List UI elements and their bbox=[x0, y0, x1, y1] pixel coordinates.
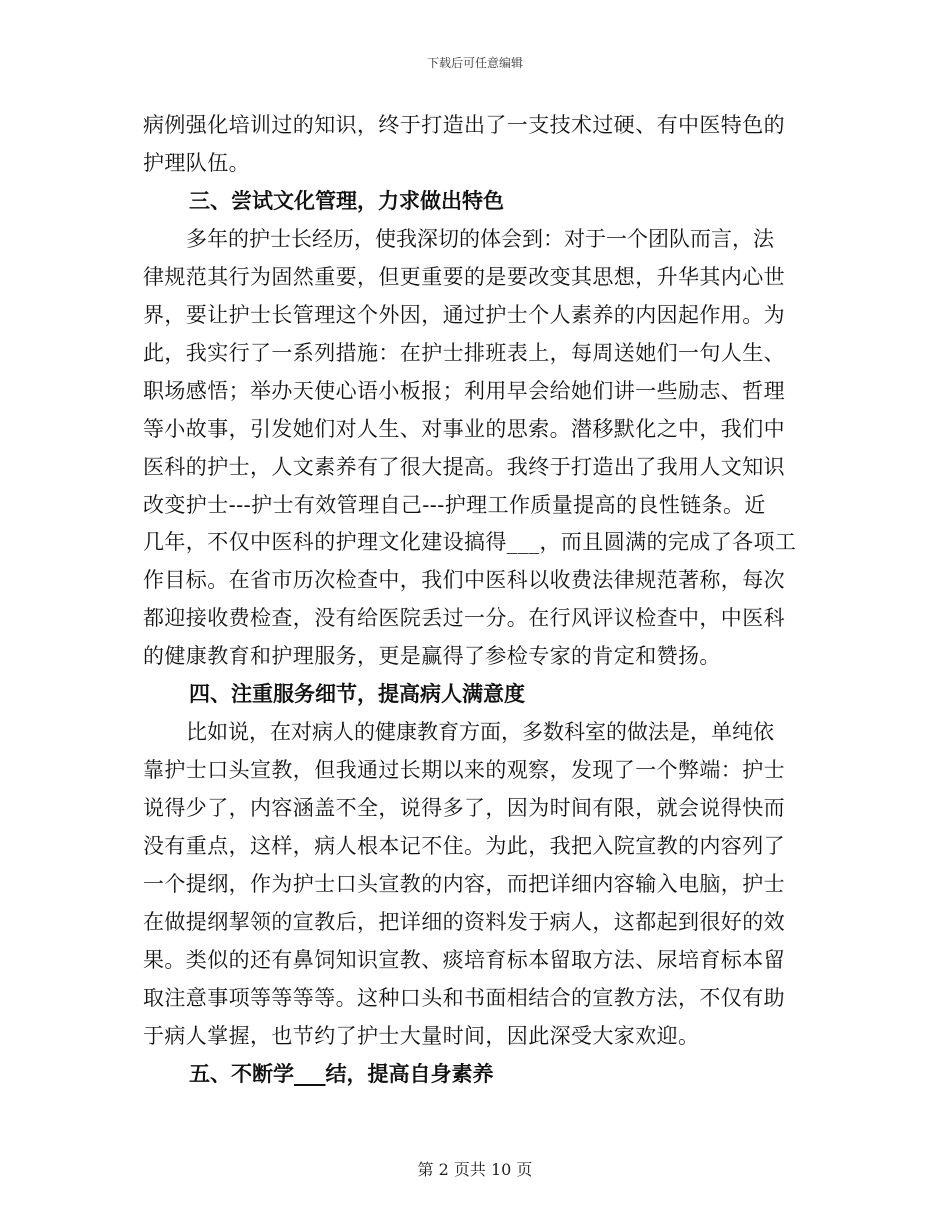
text-line: 几年，不仅中医科的护理文化建设搞得___，而且圆满的完成了各项工 bbox=[143, 530, 797, 555]
text-line: 多年的护士长经历，使我深切的体会到：对于一个团队而言，法 bbox=[186, 226, 774, 251]
text-line: 比如说，在对病人的健康教育方面，多数科室的做法是，单纯依 bbox=[186, 720, 774, 745]
text-line: 的健康教育和护理服务，更是赢得了参检专家的肯定和赞扬。 bbox=[143, 644, 721, 669]
text-line: 等小故事，引发她们对人生、对事业的思索。潜移默化之中，我们中 bbox=[143, 416, 785, 441]
text-line: 于病人掌握，也节约了护士大量时间，因此深受大家欢迎。 bbox=[143, 1023, 700, 1048]
text-line: 律规范其行为固然重要，但更重要的是要改变其思想，升华其内心世 bbox=[143, 264, 785, 289]
text-line: 在做提纲挈领的宣教后，把详细的资料发于病人，这都起到很好的效 bbox=[143, 909, 785, 934]
text-line: 都迎接收费检查，没有给医院丢过一分。在行风评议检查中，中医科 bbox=[143, 606, 785, 631]
section-heading: 四、注重服务细节，提高病人满意度 bbox=[189, 681, 525, 707]
page-footer: 第 2 页共 10 页 bbox=[417, 1160, 533, 1179]
page-header: 下载后可任意编辑 bbox=[426, 56, 523, 70]
section-heading: 五、不断学___结，提高自身素养 bbox=[189, 1060, 494, 1086]
text-line: 没有重点，这样，病人根本记不住。为此，我把入院宣教的内容列了 bbox=[143, 834, 785, 859]
text-line: 说得少了，内容涵盖不全，说得多了，因为时间有限，就会说得快而 bbox=[143, 796, 785, 821]
text-line: 靠护士口头宣教，但我通过长期以来的观察，发现了一个弊端：护士 bbox=[143, 758, 785, 783]
text-line: 改变护士---护士有效管理自己---护理工作质量提高的良性链条。近 bbox=[143, 492, 766, 517]
text-line: 果。类似的还有鼻饲知识宣教、痰培育标本留取方法、尿培育标本留 bbox=[143, 947, 785, 972]
text-line: 作目标。在省市历次检查中，我们中医科以收费法律规范著称，每次 bbox=[143, 568, 785, 593]
text-line: 一个提纲，作为护士口头宣教的内容，而把详细内容输入电脑，护士 bbox=[143, 872, 785, 896]
text-line: 界，要让护士长管理这个外因，通过护士个人素养的内因起作用。为 bbox=[143, 302, 785, 327]
text-line: 护理队伍。 bbox=[143, 150, 250, 175]
text-line: 取注意事项等等等等。这种口头和书面相结合的宣教方法，不仅有助 bbox=[143, 985, 785, 1010]
text-line: 职场感悟；举办天使心语小板报；利用早会给她们讲一些励志、哲理 bbox=[143, 378, 785, 403]
text-line: 此，我实行了一系列措施：在护士排班表上，每周送她们一句人生、 bbox=[143, 340, 785, 365]
text-line: 医科的护士，人文素养有了很大提高。我终于打造出了我用人文知识 bbox=[143, 454, 785, 479]
section-heading: 三、尝试文化管理，力求做出特色 bbox=[189, 187, 504, 213]
text-line: 病例强化培训过的知识，终于打造出了一支技术过硬、有中医特色的 bbox=[143, 113, 785, 137]
